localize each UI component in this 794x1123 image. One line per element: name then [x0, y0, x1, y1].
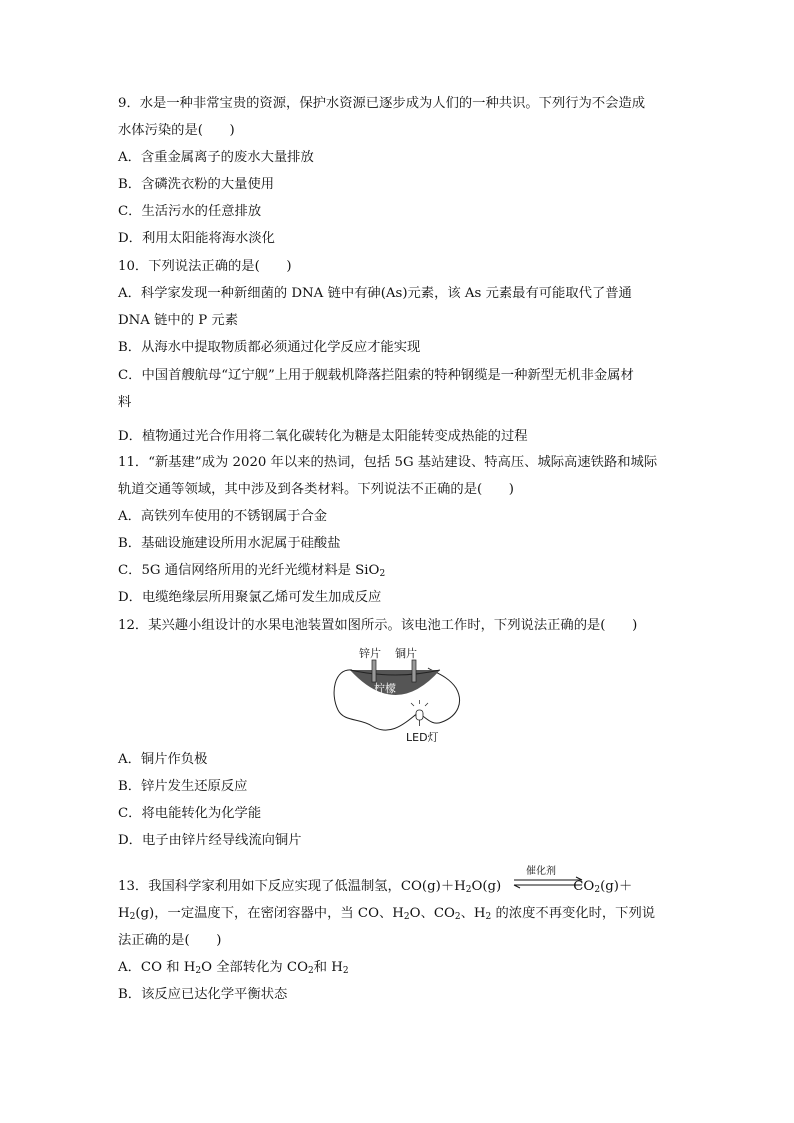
q9-option-b: B．含磷洗衣粉的大量使用 — [118, 177, 275, 192]
q13-option-b: B．该反应已达化学平衡状态 — [118, 987, 288, 1002]
q12-option-c: C．将电能转化为化学能 — [118, 806, 262, 821]
catalyst-label: 催化剂 — [526, 866, 556, 877]
zinc-label: 锌片 — [359, 647, 381, 660]
q11-stem-line1: 11．“新基建”成为 2020 年以来的热词，包括 5G 基站建设、特高压、城际高速铁路和城际 — [118, 455, 658, 470]
q12-option-b: B．锌片发生还原反应 — [118, 779, 248, 794]
q13-option-a: A．CO 和 $H_2O$ 全部转化为 $CO_2$和 $H_2$ — [118, 960, 349, 976]
fruit-battery-figure — [330, 644, 465, 746]
q10-option-a-line2: DNA 链中的 P 元素 — [118, 313, 239, 328]
q12-option-a: A．铜片作负极 — [118, 752, 208, 767]
q12-stem: 12．某兴趣小组设计的水果电池装置如图所示。该电池工作时，下列说法正确的是( ) — [118, 618, 638, 633]
q10-option-c-line2: 料 — [118, 395, 132, 410]
q10-option-d: D．植物通过光合作用将二氧化碳转化为糖是太阳能转变成热能的过程 — [118, 429, 528, 444]
q9-option-d: D．利用太阳能将海水淡化 — [118, 231, 275, 246]
q12-option-d: D．电子由锌片经导线流向铜片 — [118, 833, 302, 848]
reversible-arrow-icon — [512, 876, 584, 890]
led-label: LED灯 — [406, 731, 439, 744]
lemon-label: 柠檬 — [374, 682, 396, 695]
q11-stem-line2: 轨道交通等领域，其中涉及到各类材料。下列说法不正确的是( ) — [118, 482, 514, 497]
q9-option-c: C．生活污水的任意排放 — [118, 204, 262, 219]
q13-stem-line2: $H_2(g)$，一定温度下，在密闭容器中，当 CO、$H_2O$、$CO_2$、$H_2$ 的浓度不再变化时，下列说 — [118, 906, 656, 922]
q13-stem-line3: 法正确的是( ) — [118, 933, 222, 948]
q11-option-c: C．5G 通信网络所用的光纤光缆材料是 SiO$_2$ — [118, 563, 386, 579]
q9-stem-line2: 水体污染的是( ) — [118, 123, 235, 138]
q11-option-b: B．基础设施建设所用水泥属于硅酸盐 — [118, 536, 341, 551]
q10-option-c-line1: C．中国首艘航母“辽宁舰”上用于舰载机降落拦阻索的特种钢缆是一种新型无机非金属材 — [118, 368, 634, 383]
fruit-battery-diagram — [330, 644, 465, 746]
q9-stem-line1: 9．水是一种非常宝贵的资源，保护水资源已逐步成为人们的一种共识。下列行为不会造成 — [118, 96, 646, 111]
q10-stem: 10．下列说法正确的是( ) — [118, 259, 292, 274]
q11-option-d: D．电缆绝缘层所用聚氯乙烯可发生加成反应 — [118, 590, 382, 605]
q11-option-a: A．高铁列车使用的不锈钢属于合金 — [118, 509, 328, 524]
copper-label: 铜片 — [395, 647, 417, 660]
q10-option-b: B．从海水中提取物质都必须通过化学反应才能实现 — [118, 340, 421, 355]
q9-option-a: A．含重金属离子的废水大量排放 — [118, 150, 314, 165]
q10-option-a-line1: A．科学家发现一种新细菌的 DNA 链中有砷(As)元素，该 As 元素最有可能取代了普通 — [118, 286, 632, 301]
equilibrium-arrow — [512, 862, 584, 890]
q13-stem-line1: 13．我国科学家利用如下反应实现了低温制氢，$CO(g)+H_2O(g)$ $CO_2(g)+$ — [118, 879, 633, 895]
led-icon — [411, 700, 428, 726]
